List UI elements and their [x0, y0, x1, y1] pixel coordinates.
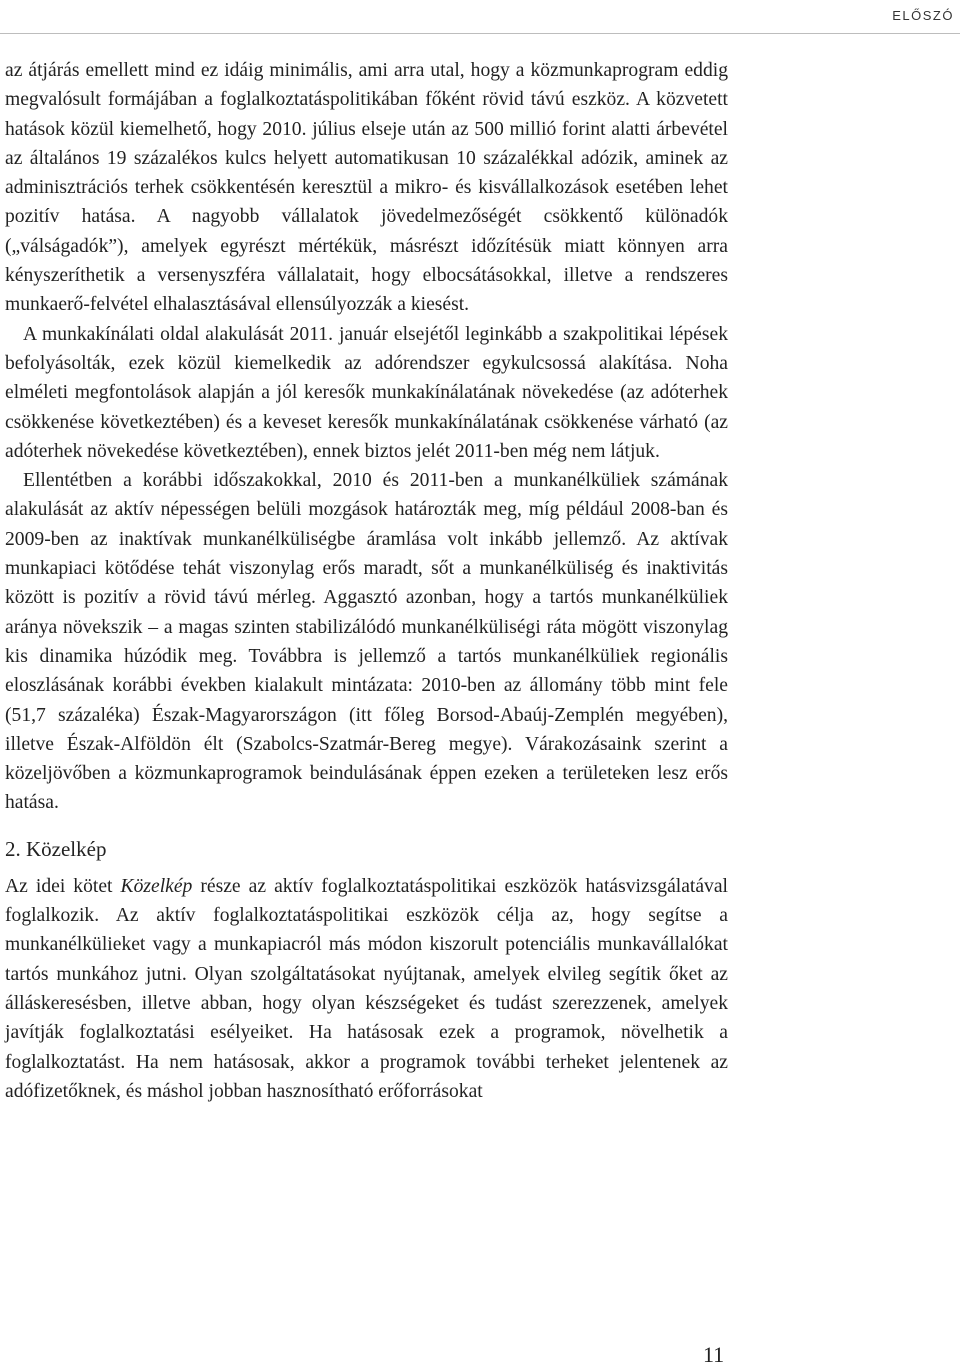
body-paragraph: A munkakínálati oldal alakulását 2011. január elsejétől leginkább a szakpolitikai lépések befolyásolták, ezek közül kiemelkedik az adórendszer egykulcsossá alakítása. Noha elméleti megfontolások alapján a jól keresők munkakínálatának növekedése (az adóterhek csökkenése következtében) és a keveset keresők munkakínálatának csökkenése várható (az adóterhek növekedése következtében), ennek biztos jelét 2011-ben még nem látjuk.	[5, 323, 728, 462]
running-head-title: ELŐSZÓ	[892, 8, 954, 23]
body-paragraph: Ellentétben a korábbi időszakokkal, 2010 és 2011-ben a munkanélküliek számának alakulását az aktív népességen belüli mozgások határozták meg, míg például 2008-ban és 2009-ben az inaktívak munkanélküliségbe áramlása volt inkább jellemző. Az aktívak munkapiaci kötődése tehát viszonylag erős maradt, sőt a munkanélküliség és inaktivitás között is pozitív a rövid távú mérleg. Aggasztó azonban, hogy a tartós munkanélküliek aránya növekszik – a magas szinten stabilizálódó munkanélküliségi ráta mögött viszonylag kis dinamika húzódik meg. Továbbra is jellemző a tartós munkanélküliek regionális eloszlásának korábbi években kialakult mintázata: 2010-ben az állomány több mint fele (51,7 százaléka) Észak-Magyarországon (itt főleg Borsod-Abaúj-Zemplén megyében), illetve Észak-Alföldön élt (Szabolcs-Szatmár-Bereg megye). Várakozásaink szerint a közeljövőben a közmunkaprogramok beindulásának éppen ezeken a területeken lesz erős hatása.	[5, 470, 728, 814]
paragraph-text: része az aktív foglalkoztatáspolitikai eszközök hatásvizsgálatával foglalkozik. Az aktív foglalkoztatáspolitikai eszközök célja az, hogy segítse a munkanélkülieket vagy a munkapiacról más módon kiszorult potenciális munkavállalókat tartós munkához jutni. Olyan szolgáltatásokat nyújtanak, amelyek elvileg segítik őket az álláskeresésben, illetve abban, hogy olyan készségeket és tudást szerezzenek, amelyek javítják foglalkoztatási esélyeiket. Ha hatásosak ezek a programok, növelhetik a foglalkoztatást. Ha nem hatásosak, akkor a programok további terheket jelentenek az adófizetőknek, és máshol jobban hasznosítható erőforrásokat	[5, 875, 728, 1102]
body-paragraph	[5, 872, 728, 1106]
page-body	[5, 56, 728, 1106]
header-divider	[0, 33, 960, 34]
paragraph-text: Az idei kötet	[5, 875, 121, 897]
section-heading: 2. Közelkép	[5, 836, 107, 861]
page-number: 11	[703, 1342, 725, 1367]
italic-term: Közelkép	[120, 875, 193, 897]
body-paragraph: az átjárás emellett mind ez idáig minimális, ami arra utal, hogy a közmunkaprogram eddig megvalósult formájában a foglalkoztatáspolitikában főként rövid távú eszköz. A közvetett hatások közül kiemelhető, hogy 2010. július elseje után az 500 millió forint alatti árbevétel az általános 19 százalékos kulcs helyett automatikusan 10 százalékkal adózik, aminek az adminisztrációs terhek csökkentésén keresztül a mikro- és kisvállalkozások esetében lehet pozitív hatása. A nagyobb vállalatok jövedelmezőségét csökkentő különadók („válságadók”), amelyek egyrészt mértékük, másrészt időzítésük miatt könnyen arra kényszeríthetik a versenyszféra vállalatait, hogy elbocsátásokkal, illetve a rendszeres munkaerő-felvétel elhalasztásával ellensúlyozzák a kiesést.	[5, 60, 728, 316]
